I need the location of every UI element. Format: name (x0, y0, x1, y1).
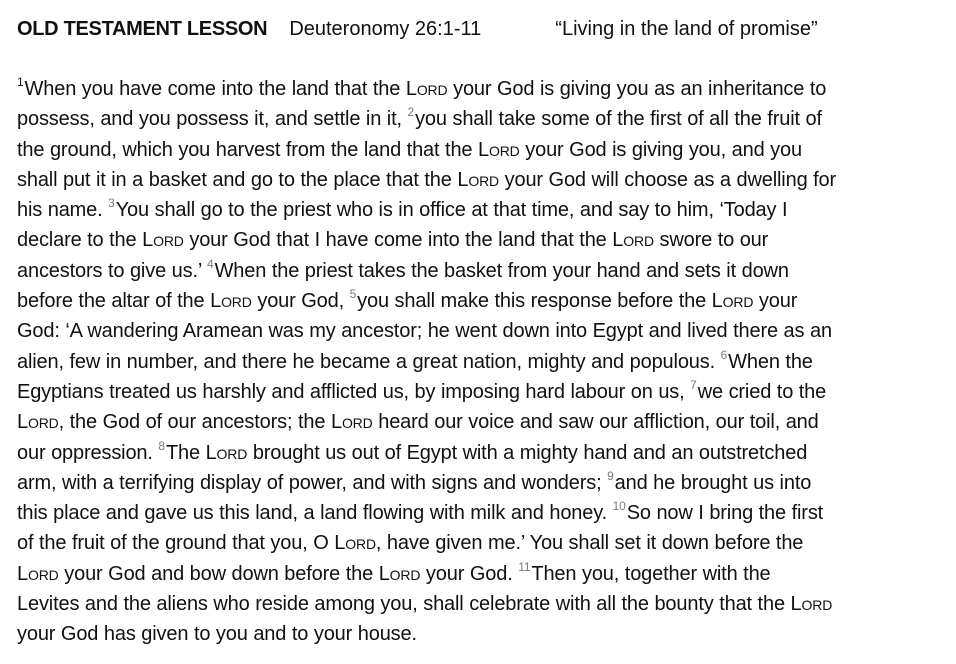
passage-text: Egyptians treated us harshly and afflicted us, by imposing hard labour on us, (17, 380, 691, 403)
passage-text: , have given me.’ You shall set it down before the (375, 532, 804, 555)
passage-text: Levites and the aliens who reside among you, shall celebrate with all the bounty that the (17, 593, 791, 616)
passage-line (17, 498, 940, 528)
passage-text: your (753, 290, 798, 313)
passage-line (17, 528, 940, 558)
passage-text: When the (728, 350, 813, 373)
divine-name: Lord (142, 229, 184, 252)
verse-number: 5 (349, 287, 357, 302)
passage-text: swore to our (653, 229, 769, 252)
passage-text: your God will choose as a dwelling for (499, 168, 837, 191)
lesson-header (17, 14, 940, 44)
passage-text: your God, (251, 290, 350, 313)
passage-text: we cried to the (697, 380, 827, 403)
passage-text: arm, with a terrifying display of power, and with signs and wonders; (17, 471, 608, 494)
passage-text: our oppression. (17, 441, 159, 464)
passage-line (17, 619, 940, 649)
passage-text: your God is giving you as an inheritance to (447, 78, 827, 100)
passage-text: You shall go to the priest who is in office at that time, and say to him, ‘Today I (115, 199, 788, 222)
passage-line (17, 286, 940, 316)
divine-name: Lord (378, 562, 421, 585)
passage-text: your God is giving you, and you (519, 138, 802, 161)
verse-number: 2 (407, 105, 415, 120)
verse-number: 8 (158, 438, 165, 453)
verse-number: 3 (108, 196, 115, 211)
passage-line (17, 225, 940, 255)
passage-text: your God. (420, 562, 519, 585)
divine-name: Lord (612, 229, 654, 252)
scripture-reference: Deuteronomy 26:1-11 (289, 18, 482, 40)
passage-text: So now I bring the first (626, 502, 824, 525)
passage-text: alien, few in number, and there he became a great nation, mighty and populous. (17, 350, 721, 373)
verse-number: 11 (518, 559, 531, 574)
passage-text: of the fruit of the ground that you, O (17, 532, 335, 555)
passage-line (17, 347, 940, 377)
passage-text: and he brought us into (614, 471, 812, 494)
divine-name: Lord (17, 411, 59, 434)
verse-number: 7 (690, 377, 697, 392)
verse-number: 9 (607, 468, 614, 483)
divine-name: Lord (330, 411, 373, 434)
passage-text: his name. (17, 199, 109, 222)
passage-text: declare to the (17, 229, 143, 252)
divine-name: Lord (205, 441, 248, 464)
passage-line (17, 135, 940, 165)
passage-text: Then you, together with the (531, 562, 771, 585)
passage-text: the ground, which you harvest from the land that the (17, 138, 478, 161)
lesson-theme: “Living in the land of promise” (555, 18, 818, 40)
passage-line (17, 165, 940, 195)
passage-text: When the priest takes the basket from your hand and sets it down (214, 259, 789, 282)
passage-text: The (165, 441, 206, 464)
scripture-passage (17, 74, 940, 650)
verse-number: 1 (17, 75, 24, 89)
divine-name: Lord (210, 290, 252, 313)
passage-text: you shall make this response before the (357, 290, 712, 313)
verse-number: 10 (612, 499, 626, 514)
passage-line (17, 104, 940, 134)
passage-text: shall put it in a basket and go to the place that the (17, 168, 458, 191)
passage-text: your God and bow down before the (58, 562, 379, 585)
passage-text: before the altar of the (17, 290, 211, 313)
passage-line (17, 589, 940, 619)
passage-line (17, 438, 940, 468)
lesson-label: OLD TESTAMENT LESSON (17, 18, 268, 40)
verse-number: 6 (720, 347, 728, 362)
passage-line (17, 468, 940, 498)
passage-line (17, 195, 940, 225)
passage-text: this place and gave us this land, a land flowing with milk and honey. (17, 502, 613, 525)
divine-name: Lord (478, 138, 520, 161)
divine-name: Lord (457, 168, 500, 191)
passage-line (17, 74, 940, 104)
verse-number: 4 (207, 256, 214, 271)
passage-text: your God that I have come into the land that the (183, 229, 613, 252)
divine-name: Lord (17, 562, 59, 585)
divine-name: Lord (790, 593, 833, 616)
passage-line (17, 256, 940, 286)
divine-name: Lord (711, 290, 754, 313)
passage-line (17, 377, 940, 407)
passage-line (17, 407, 940, 437)
passage-text: ancestors to give us.’ (17, 259, 208, 282)
passage-text: you shall take some of the first of all the fruit of (415, 108, 822, 131)
passage-text: possess, and you possess it, and settle in it, (17, 108, 408, 131)
passage-text: brought us out of Egypt with a mighty hand and an outstretched (247, 441, 808, 464)
divine-name: Lord (334, 532, 376, 555)
divine-name: Lord (405, 78, 448, 100)
passage-text: When you have come into the land that the (24, 78, 406, 100)
passage-text: God: ‘A wandering Aramean was my ancestor; he went down into Egypt and lived there as an (17, 320, 832, 343)
passage-text: heard our voice and saw our affliction, our toil, and (372, 411, 819, 434)
passage-line (17, 316, 940, 346)
passage-text: your God has given to you and to your house. (17, 623, 417, 646)
passage-line (17, 559, 940, 589)
passage-text: , the God of our ancestors; the (58, 411, 331, 434)
